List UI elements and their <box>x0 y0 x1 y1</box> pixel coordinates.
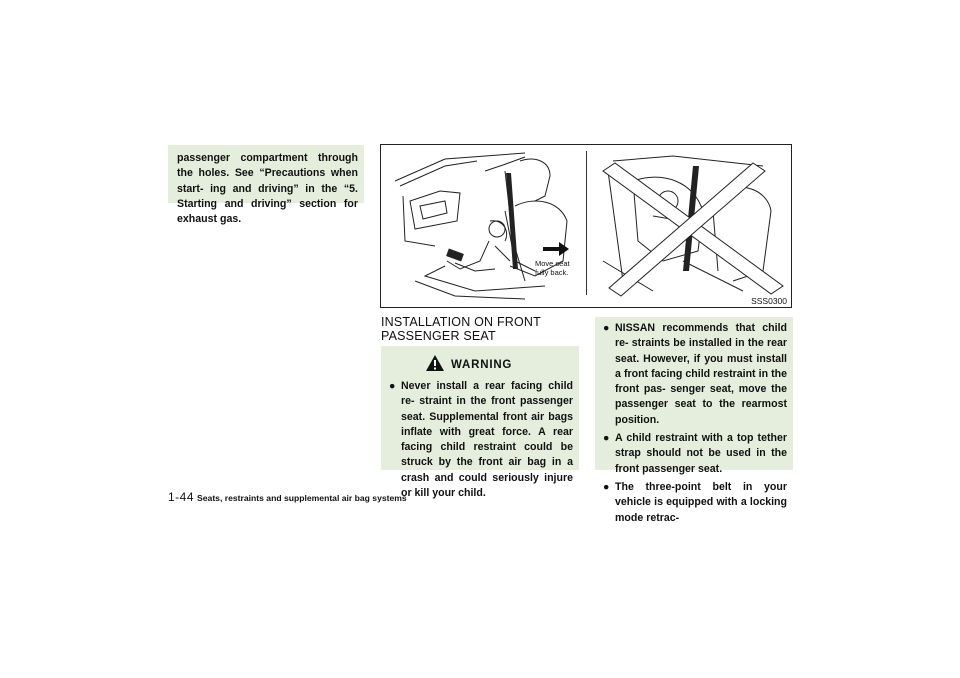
figure-divider <box>586 151 587 295</box>
front-seat-child-illustration <box>385 151 585 301</box>
section-title: INSTALLATION ON FRONT PASSENGER SEAT <box>381 315 541 343</box>
right-arrow-icon <box>541 239 571 259</box>
page-number: 1-44 <box>168 490 195 504</box>
prohibited-rear-facing-illustration <box>593 151 789 301</box>
move-seat-label: Move seat fully back. <box>535 259 570 277</box>
recommendation-box <box>595 317 793 524</box>
warning-title: WARNING <box>451 359 513 371</box>
figure-illustration <box>380 144 792 308</box>
warning-item-text: Never install a rear facing child re- straint in the front passenger seat. Supplemental front air bags inflate with great force. A rear facing child restraint could be struck by the front air bag in a crash and could seriously injure or kill your child. <box>401 380 573 500</box>
list-item-text: The three-point belt in your vehicle is equipped with a locking mode retrac- <box>615 480 787 524</box>
figure-code: SSS0300 <box>751 296 787 306</box>
warning-header <box>381 354 579 374</box>
list-item <box>603 480 787 526</box>
bullet: ● <box>389 380 396 392</box>
continued-text: passenger compartment through the holes. See “Precautions when start- ing and driving” in the “5. Starting and driving” section for exhaust gas. <box>177 152 358 226</box>
list-item <box>603 431 787 477</box>
page-footer <box>168 488 407 506</box>
continued-text-box <box>168 145 364 226</box>
warning-box <box>381 346 579 500</box>
warning-triangle-icon <box>425 354 445 372</box>
warning-list <box>389 379 573 501</box>
list-item-text: NISSAN recommends that child re- straints be installed in the rear seat. However, if you must install a front facing child restraint in the front pas- senger seat, move the passenger seat to the rearmost position. <box>615 322 787 426</box>
chapter-title: Seats, restraints and supplemental air bag systems <box>197 493 407 503</box>
list-item-text: A child restraint with a top tether strap should not be used in the front passenger seat. <box>615 432 787 475</box>
bullet: ● <box>603 322 610 334</box>
bullet: ● <box>603 480 610 493</box>
list-item <box>603 321 787 428</box>
list-item <box>389 379 573 501</box>
bullet: ● <box>603 432 610 445</box>
recommendation-list <box>603 321 787 529</box>
